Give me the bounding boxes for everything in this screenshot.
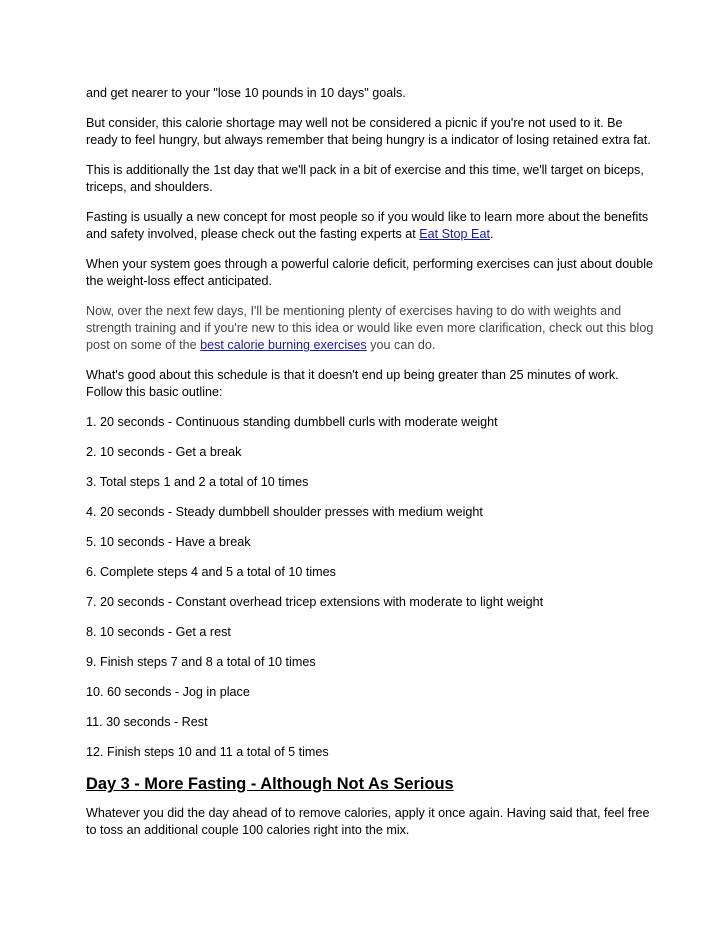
paragraph-day-3: Whatever you did the day ahead of to remove calories, apply it once again. Having said that, feel free to toss an additional couple 100 calories right into the mix. (86, 806, 650, 837)
list-item-step-5: 5. 10 seconds - Have a break (86, 535, 251, 549)
eat-stop-eat-link[interactable]: Eat Stop Eat (419, 227, 490, 241)
list-item-step-4: 4. 20 seconds - Steady dumbbell shoulder presses with medium weight (86, 505, 483, 519)
list-item-step-11: 11. 30 seconds - Rest (86, 715, 208, 729)
strength-text: Now, over the next few days, I'll be mentioning plenty of exercises having to do with weights and strength training and if you're new to this idea or would like even more clarification, check out this blog post on some of the (86, 304, 654, 352)
list-item-step-7: 7. 20 seconds - Constant overhead tricep extensions with moderate to light weight (86, 595, 544, 609)
document-page (86, 85, 656, 852)
paragraph-calorie-deficit: When your system goes through a powerful calorie deficit, performing exercises can just about double the weight-loss effect anticipated. (86, 257, 654, 288)
list-item-step-12: 12. Finish steps 10 and 11 a total of 5 times (86, 745, 329, 759)
best-calorie-burning-exercises-link[interactable]: best calorie burning exercises (200, 338, 367, 352)
paragraph-calorie-shortage: But consider, this calorie shortage may well not be considered a picnic if you're not used to it. Be ready to feel hungry, but always remember that being hungry is a indicator of losing retained extra fat. (86, 116, 651, 147)
list-item-step-9: 9. Finish steps 7 and 8 a total of 10 times (86, 655, 316, 669)
strength-text-end: you can do. (366, 338, 436, 352)
list-item-step-10: 10. 60 seconds - Jog in place (86, 685, 250, 699)
fasting-text: Fasting is usually a new concept for most people so if you would like to learn more about the benefits and safety involved, please check out the fasting experts at (86, 210, 649, 241)
paragraph-first-exercise-day: This is additionally the 1st day that we'll pack in a bit of exercise and this time, we'll target on biceps, triceps, and shoulders. (86, 163, 644, 194)
paragraph-goals: and get nearer to your "lose 10 pounds in 10 days" goals. (86, 86, 406, 100)
paragraph-fasting-concept (86, 209, 656, 243)
list-item-step-8: 8. 10 seconds - Get a rest (86, 625, 231, 639)
list-item-step-2: 2. 10 seconds - Get a break (86, 445, 242, 459)
paragraph-strength-training (86, 303, 656, 354)
fasting-text-end: . (489, 227, 494, 241)
paragraph-schedule-intro: What's good about this schedule is that it doesn't end up being greater than 25 minutes of work. Follow this basic outline: (86, 368, 619, 399)
list-item-step-3: 3. Total steps 1 and 2 a total of 10 times (86, 475, 309, 489)
section-heading-day-3: Day 3 - More Fasting - Although Not As Serious (86, 775, 454, 793)
list-item-step-6: 6. Complete steps 4 and 5 a total of 10 times (86, 565, 336, 579)
list-item-step-1: 1. 20 seconds - Continuous standing dumbbell curls with moderate weight (86, 415, 498, 429)
